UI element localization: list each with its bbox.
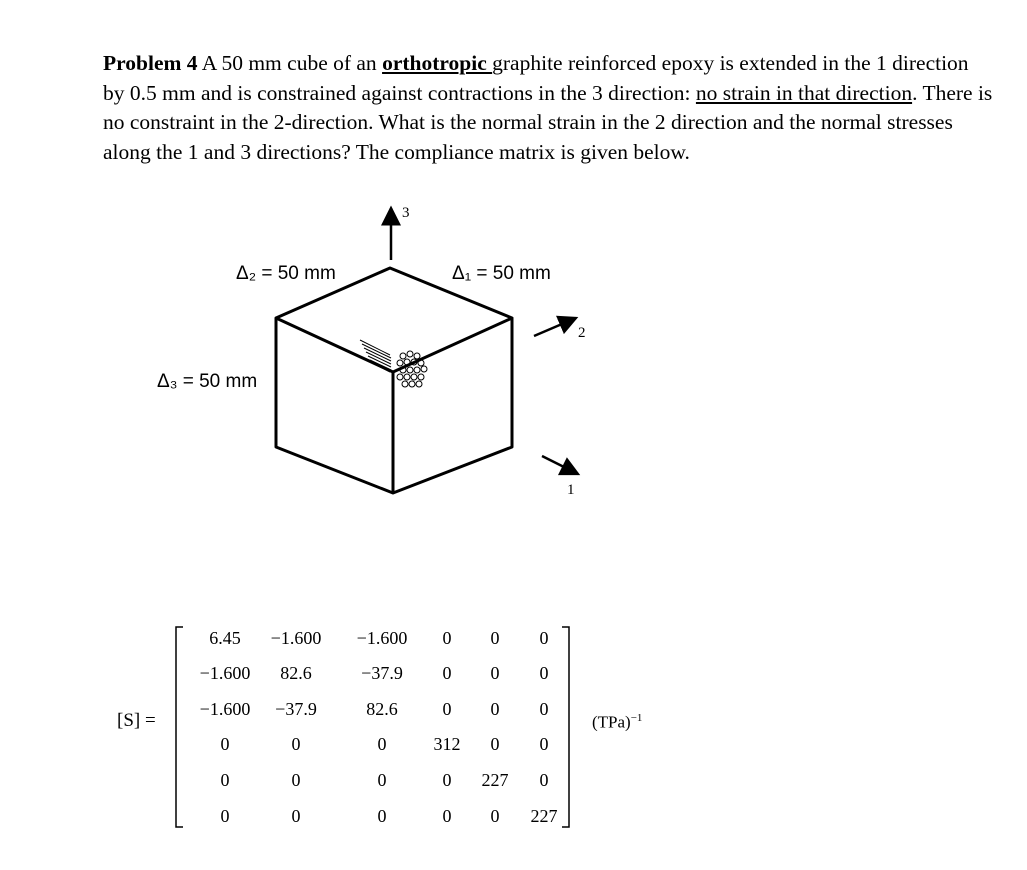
matrix-cell-r1-c4: 0 (442, 628, 452, 648)
axis-2-label: 2 (578, 325, 586, 341)
matrix-cell-r2-c1: −1.600 (199, 663, 251, 683)
matrix-cell-r1-c1: 6.45 (209, 628, 241, 648)
units-exponent: −1 (630, 712, 643, 724)
axis-2-arrow (534, 318, 576, 336)
compliance-matrix-label: [S] = (117, 710, 156, 731)
matrix-cell-r5-c2: 0 (291, 770, 301, 790)
matrix-cell-r4-c6: 0 (539, 734, 549, 754)
axis-1-label: 1 (567, 482, 575, 498)
delta-2-label: Δ₂ = 50 mm (236, 263, 336, 284)
matrix-cell-r5-c4: 0 (442, 770, 452, 790)
matrix-cell-r4-c3: 0 (377, 734, 387, 754)
matrix-cell-r1-c3: −1.600 (356, 628, 408, 648)
matrix-cell-r1-c6: 0 (539, 628, 549, 648)
matrix-cell-r4-c4: 312 (433, 734, 461, 754)
matrix-cell-r5-c5: 227 (481, 770, 509, 790)
matrix-cell-r1-c5: 0 (490, 628, 500, 648)
delta-1-label: Δ₁ = 50 mm (452, 263, 551, 284)
matrix-cell-r6-c6: 227 (530, 806, 558, 826)
matrix-cell-r6-c4: 0 (442, 806, 452, 826)
axis-3-label: 3 (402, 205, 410, 221)
units-base: (TPa) (592, 712, 631, 732)
matrix-cell-r4-c5: 0 (490, 734, 500, 754)
matrix-units (592, 712, 642, 733)
matrix-cell-r5-c6: 0 (539, 770, 549, 790)
matrix-cell-r2-c3: −37.9 (361, 663, 403, 683)
matrix-cell-r1-c2: −1.600 (270, 628, 322, 648)
matrix-cell-r2-c2: 82.6 (280, 663, 312, 683)
matrix-cell-r2-c4: 0 (442, 663, 452, 683)
problem-text-2: graphite reinforced epoxy is extended in the 1 direction by 0.5 mm and is constrained against contractions in the 3 direction: (103, 51, 969, 105)
cube-outline (276, 268, 512, 493)
matrix-cell-r2-c5: 0 (490, 663, 500, 683)
matrix-cell-r4-c2: 0 (291, 734, 301, 754)
matrix-cell-r3-c4: 0 (442, 699, 452, 719)
matrix-cell-r6-c5: 0 (490, 806, 500, 826)
matrix-cell-r6-c1: 0 (220, 806, 230, 826)
matrix-cell-r2-c6: 0 (539, 663, 549, 683)
problem-text-1: A 50 mm cube of an (197, 51, 383, 75)
orthotropic-term: orthotropic (382, 51, 493, 75)
matrix-cell-r3-c6: 0 (539, 699, 549, 719)
matrix-cell-r5-c1: 0 (220, 770, 230, 790)
problem-text-3: . There is no constraint in the 2-direction. What is the normal strain in the 2 direction and the normal stresses along the 1 and 3 directions? The compliance matrix is given below. (103, 80, 993, 164)
delta-3-label: Δ₃ = 50 mm (157, 371, 258, 392)
matrix-cell-r3-c1: −1.600 (199, 699, 251, 719)
matrix-cell-r5-c3: 0 (377, 770, 387, 790)
matrix-cell-r3-c5: 0 (490, 699, 500, 719)
axis-1-arrow (542, 456, 578, 474)
fiber-hatch (360, 340, 391, 372)
constraint-note: no strain in that direction (695, 80, 913, 105)
matrix-brackets (176, 627, 569, 827)
matrix-cell-r6-c2: 0 (291, 806, 301, 826)
matrix-cell-r3-c3: 82.6 (366, 699, 398, 719)
matrix-cell-r3-c2: −37.9 (275, 699, 317, 719)
matrix-cell-r4-c1: 0 (220, 734, 230, 754)
problem-label: Problem 4 (103, 51, 198, 75)
matrix-cell-r6-c3: 0 (377, 806, 387, 826)
